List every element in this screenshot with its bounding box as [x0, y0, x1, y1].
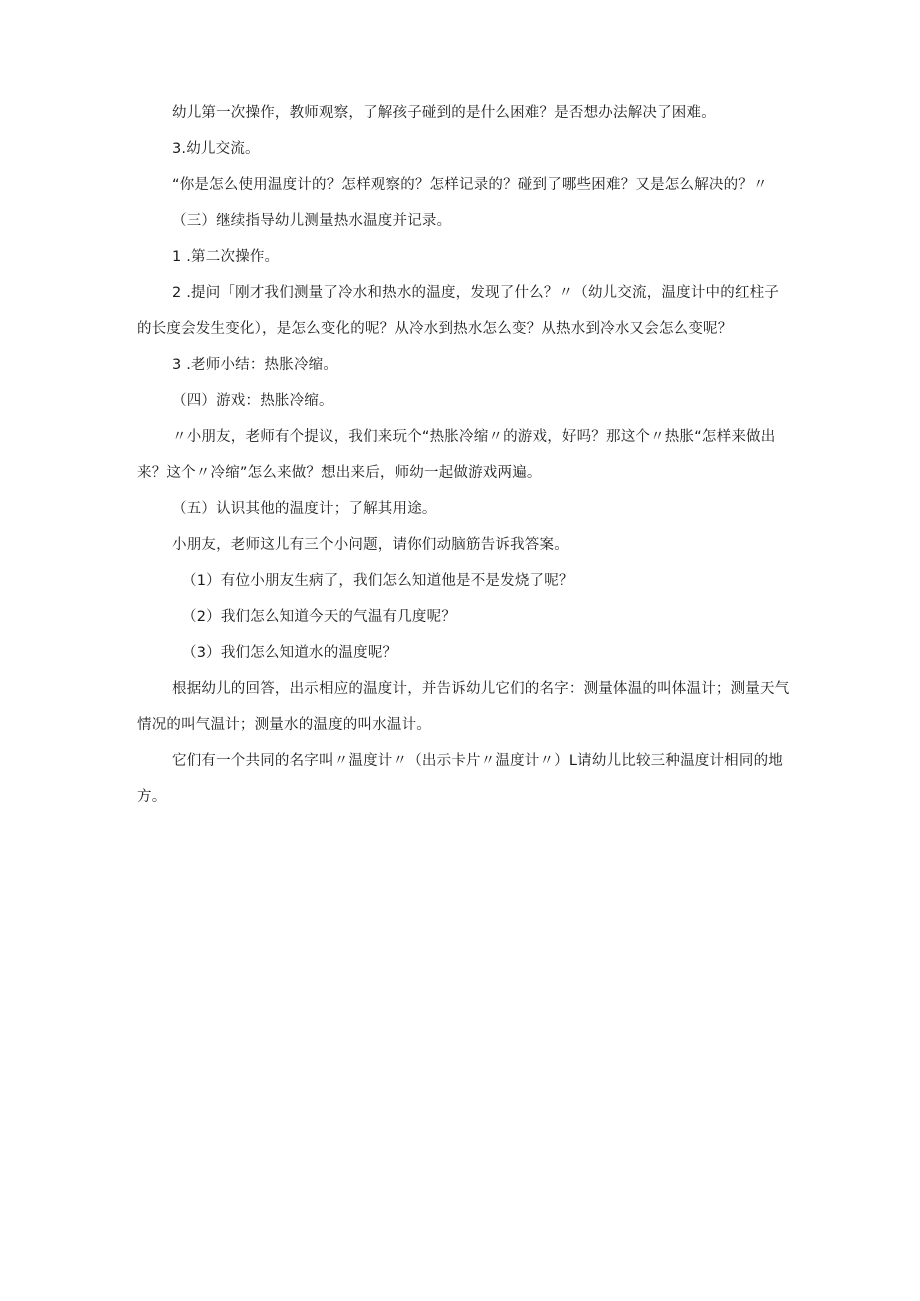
paragraph-line-5: 1 .第二次操作。 [172, 249, 280, 265]
paragraph-line-2: 3.幼儿交流。 [172, 141, 260, 157]
paragraph-line-6: 2 .提问「刚才我们测量了冷水和热水的温度，发现了什么？〃（幼儿交流，温度计中的红柱子 [172, 285, 780, 301]
question-item-3: （3）我们怎么知道水的温度呢？ [182, 645, 398, 661]
paragraph-line-18: 情况的叫气温计；测量水的温度的叫水温计。 [137, 717, 431, 733]
question-item-2: （2）我们怎么知道今天的气温有几度呢？ [182, 609, 457, 625]
paragraph-line-11: 来？这个〃冷缩”怎么来做？想出来后，师幼一起做游戏两遍。 [137, 465, 542, 481]
paragraph-line-7: 的长度会发生变化），是怎么变化的呢？从冷水到热水怎么变？从热水到冷水又会怎么变呢？ [137, 321, 733, 337]
section-heading-3: （三）继续指导幼儿测量热水温度并记录。 [172, 213, 452, 229]
paragraph-line-3: “你是怎么使用温度计的？怎样观察的？怎样记录的？碰到了哪些困难？又是怎么解决的？〃 [172, 177, 768, 193]
paragraph-line-10: 〃小朋友，老师有个提议，我们来玩个“热胀冷缩〃的游戏，好吗？那这个〃热胀“怎样来做出 [172, 429, 776, 445]
section-heading-4: （四）游戏：热胀冷缩。 [172, 393, 334, 409]
section-heading-5: （五）认识其他的温度计；了解其用途。 [172, 501, 437, 517]
paragraph-line-8: 3 .老师小结：热胀冷缩。 [172, 357, 339, 373]
question-item-1: （1）有位小朋友生病了，我们怎么知道他是不是发烧了呢？ [182, 573, 574, 589]
paragraph-line-17: 根据幼儿的回答，出示相应的温度计，并告诉幼儿它们的名字：测量体温的叫体温计；测量天气 [172, 681, 790, 697]
paragraph-line-19: 它们有一个共同的名字叫〃温度计〃（出示卡片〃温度计〃）L请幼儿比较三种温度计相同的地 [172, 753, 783, 769]
paragraph-line-20: 方。 [137, 789, 167, 805]
paragraph-line-13: 小朋友，老师这儿有三个小问题，请你们动脑筋告诉我答案。 [172, 537, 569, 553]
paragraph-line-1: 幼儿第一次操作，教师观察，了解孩子碰到的是什么困难？是否想办法解决了困难。 [172, 105, 716, 121]
